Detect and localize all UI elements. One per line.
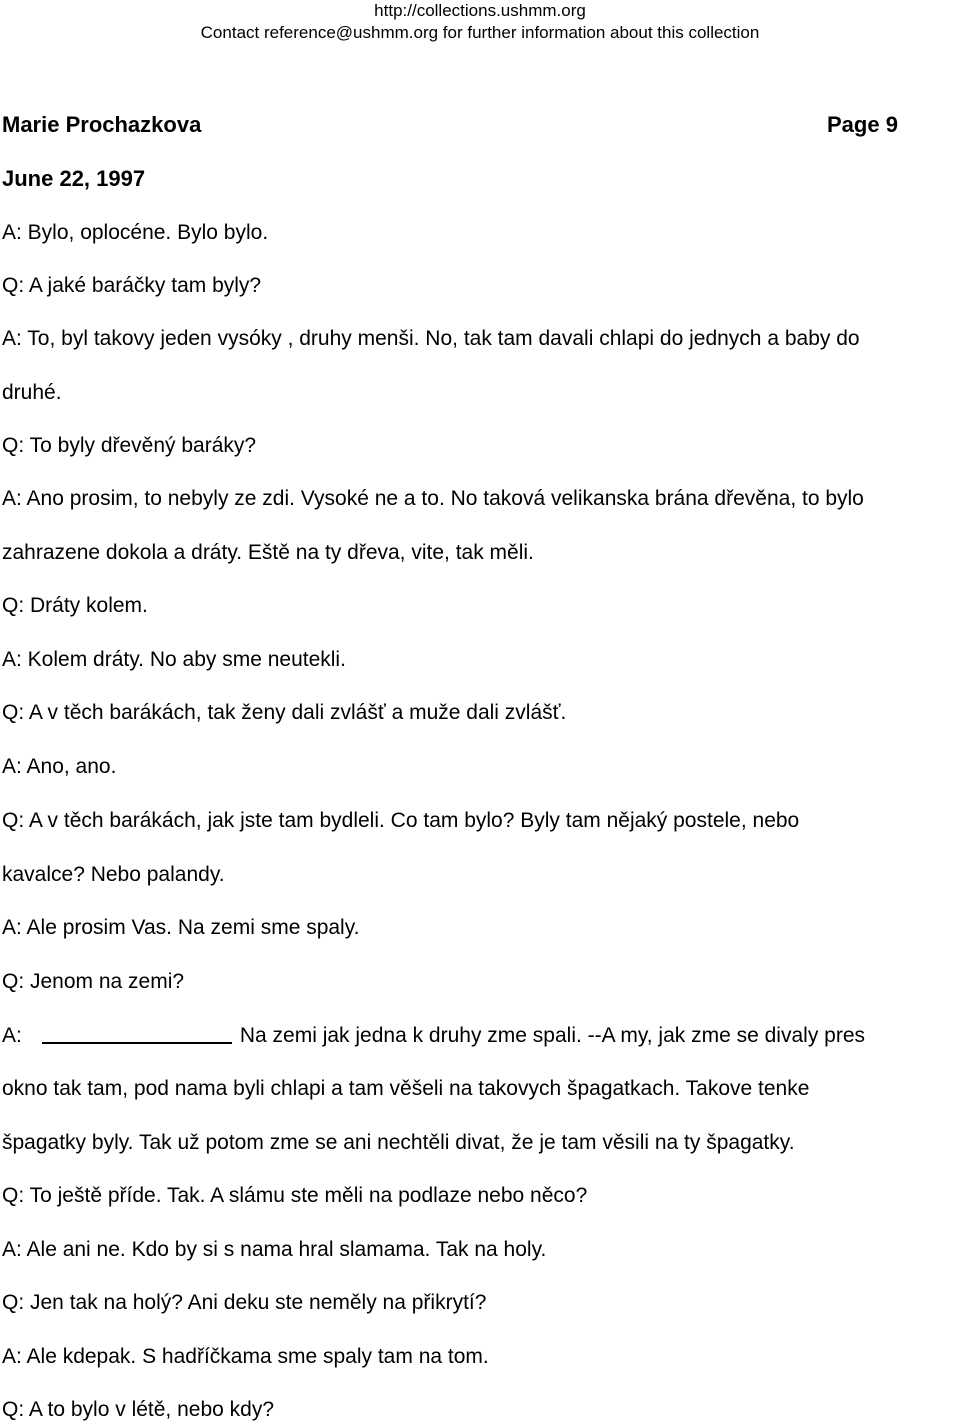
transcript-line: Q: Jen tak na holý? Ani deku ste neměly na přikrytí? [2, 1291, 487, 1314]
transcript-line: druhé. [2, 381, 62, 404]
transcript-line: okno tak tam, pod nama byli chlapi a tam věšeli na takovych špagatkach. Takove tenke [2, 1077, 810, 1100]
transcript-line: Q: To ještě příde. Tak. A slámu ste měli na podlaze nebo něco? [2, 1184, 588, 1207]
transcript-line: Q: Jenom na zemi? [2, 970, 185, 993]
transcript-line-text: Na zemi jak jedna k druhy zme spali. --A my, jak zme se divaly pres [239, 1024, 866, 1047]
transcript-line: A: Ale prosim Vas. Na zemi sme spaly. [2, 916, 360, 939]
transcript-line: Q: A jaké baráčky tam byly? [2, 274, 262, 297]
transcript-line: Q: A v těch barákách, jak jste tam bydleli. Co tam bylo? Byly tam nějaký postele, nebo [2, 809, 800, 832]
transcript-line: A: Bylo, oplocéne. Bylo bylo. [2, 221, 269, 244]
speaker-label: A: [2, 1024, 22, 1047]
transcript-line: A: Kolem dráty. No aby sme neutekli. [2, 648, 346, 671]
interview-date: June 22, 1997 [2, 166, 146, 191]
transcript-line-with-blank [2, 1023, 865, 1049]
contact-reference: Contact reference@ushmm.org for further information about this collection [200, 23, 760, 42]
transcript-line: Q: Dráty kolem. [2, 594, 148, 617]
transcript-line: A: Ale ani ne. Kdo by si s nama hral slamama. Tak na holy. [2, 1238, 547, 1261]
transcript-line: A: To, byl takovy jeden vysóky , druhy menši. No, tak tam davali chlapi do jednych a baby do [2, 327, 860, 350]
page-number: Page 9 [827, 112, 898, 137]
transcript-line: Q: A to bylo v létě, nebo kdy? [2, 1398, 275, 1421]
transcript-line: Q: A v těch barákách, tak ženy dali zvlášť a muže dali zvlášť. [2, 701, 567, 724]
transcript-line: A: Ano prosim, to nebyly ze zdi. Vysoké ne a to. No taková velikanska brána dřevěna, to bylo [2, 487, 864, 510]
transcript-line: Q: To byly dřevěný baráky? [2, 434, 257, 457]
transcript-line: A: Ale kdepak. S hadříčkama sme spaly tam na tom. [2, 1345, 489, 1368]
collection-url: http://collections.ushmm.org [374, 1, 586, 20]
transcript-line: špagatky byly. Tak už potom zme se ani nechtěli divat, že je tam věsili na ty špagatky. [2, 1131, 795, 1154]
transcript-line: zahrazene dokola a dráty. Eště na ty dřeva, vite, tak měli. [2, 541, 534, 564]
transcript-line: A: Ano, ano. [2, 755, 117, 778]
transcript-line: kavalce? Nebo palandy. [2, 863, 225, 886]
interviewee-name: Marie Prochazkova [2, 112, 202, 137]
blank-underline [42, 1023, 232, 1044]
